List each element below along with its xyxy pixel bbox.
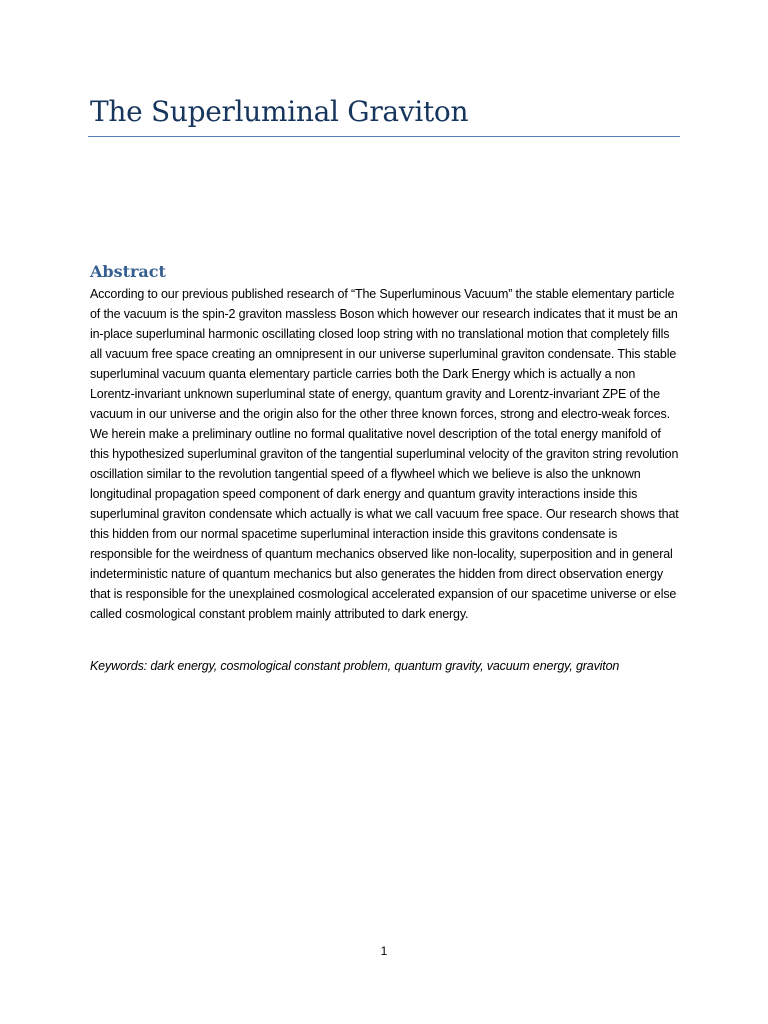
page-number: 1: [380, 944, 388, 958]
abstract-heading: Abstract: [90, 262, 166, 281]
title-underline-rule: [88, 136, 680, 137]
document-title: The Superluminal Graviton: [90, 95, 469, 128]
keywords-line: Keywords: dark energy, cosmological constant problem, quantum gravity, vacuum energy, graviton: [90, 659, 620, 673]
abstract-paragraph: According to our previous published research of “The Superluminous Vacuum” the stable elementary particle of the vacuum is the spin-2 graviton massless Boson which however our research indicates that it must be an in-place superluminal harmonic oscillating closed loop string with no translational motion that completely fills all vacuum free space creating an omnipresent in our universe superluminal graviton condensate. This stable superluminal vacuum quanta elementary particle carries both the Dark Energy which is actually a non Lorentz-invariant unknown superluminal state of energy, quantum gravity and Lorentz-invariant ZPE of the vacuum in our universe and the origin also for the other three known forces, strong and electro-weak forces. We herein make a preliminary outline no formal qualitative novel description of the total energy manifold of this hypothesized superluminal graviton of the tangential superluminal velocity of the graviton string revolution oscillation similar to the revolution tangential speed of a flywheel which we believe is also the unknown longitudinal propagation speed component of dark energy and quantum gravity interactions inside this superluminal graviton condensate which actually is what we call vacuum free space. Our research shows that this hidden from our normal spacetime superluminal interaction inside this gravitons condensate is responsible for the weirdness of quantum mechanics observed like non-locality, superposition and in general indeterministic nature of quantum mechanics but also generates the hidden from direct observation energy that is responsible for the unexplained cosmological accelerated expansion of our spacetime universe or else called cosmological constant problem mainly attributed to dark energy.: [90, 287, 679, 621]
